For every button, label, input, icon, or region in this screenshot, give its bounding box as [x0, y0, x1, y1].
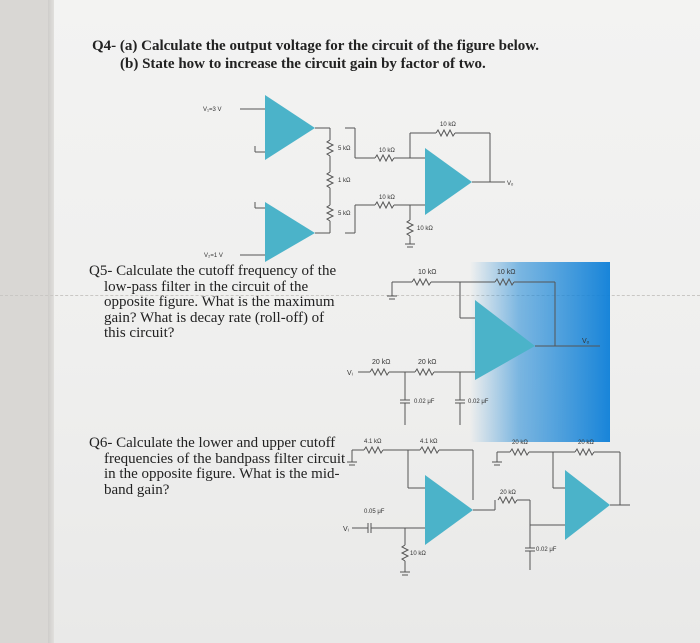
- label-q5-rground: 10 kΩ: [418, 269, 437, 276]
- label-1k: 1 kΩ: [338, 178, 351, 184]
- label-q5-vo: Vₒ: [582, 338, 590, 345]
- q4-part-a: Q4- (a) Calculate the output voltage for the circuit of the figure below.: [92, 38, 540, 54]
- q6-circuit: [347, 447, 630, 575]
- label-10k-feedback: 10 kΩ: [440, 122, 456, 128]
- label-v2: V₂=1 V: [204, 253, 223, 259]
- label-20k-c: 20 kΩ: [500, 490, 516, 496]
- label-q5-c2: 0.02 μF: [468, 399, 489, 405]
- resistor-r2-20k: [415, 369, 434, 375]
- opamp-3: [425, 148, 472, 215]
- resistor-5k-bottom: [327, 205, 333, 221]
- resistor-4k1-a: [364, 447, 383, 453]
- resistor-20k-b: [575, 449, 594, 455]
- q5-line: low-pass filter in the circuit of the: [104, 278, 309, 295]
- label-c002: 0.02 μF: [536, 547, 557, 553]
- q5-line: gain? What is decay rate (roll-off) of: [104, 309, 325, 326]
- label-4k1-a: 4.1 kΩ: [364, 439, 382, 445]
- q5-line: Q5- Calculate the cutoff frequency of the: [89, 263, 337, 279]
- resistor-10k-b: [375, 202, 394, 208]
- label-20k-b: 20 kΩ: [578, 440, 594, 446]
- label-q5-c1: 0.02 μF: [414, 399, 435, 405]
- q6-line: in the opposite figure. What is the mid-: [104, 466, 340, 482]
- opamp-2: [265, 202, 315, 262]
- label-q6-vi: Vᵢ: [343, 526, 349, 533]
- label-c005: 0.05 μF: [364, 509, 385, 515]
- label-10k-a: 10 kΩ: [379, 148, 395, 154]
- resistor-ground-10k: [412, 279, 431, 285]
- q6-line: band gain?: [104, 481, 170, 498]
- q4-circuit: [240, 95, 505, 262]
- resistor-r1-20k: [370, 369, 389, 375]
- label-10k-q6: 10 kΩ: [410, 551, 426, 557]
- q6-line: Q6- Calculate the lower and upper cutoff: [89, 435, 336, 451]
- label-10k-ground: 10 kΩ: [417, 226, 433, 232]
- label-q5-r2: 20 kΩ: [418, 359, 437, 366]
- opamp-q6-lowpass: [565, 470, 610, 540]
- resistor-4k1-b: [420, 447, 439, 453]
- opamp-1: [265, 95, 315, 160]
- resistor-10k-feedback: [436, 130, 455, 136]
- label-10k-b: 10 kΩ: [379, 195, 395, 201]
- label-q5-rfeedback: 10 kΩ: [497, 269, 516, 276]
- resistor-10k-q6: [402, 545, 408, 561]
- q5-line: this circuit?: [104, 325, 175, 341]
- label-5k-bottom: 5 kΩ: [338, 211, 351, 217]
- resistor-1k: [327, 172, 333, 188]
- q4-part-b: (b) State how to increase the circuit gain by factor of two.: [120, 56, 486, 72]
- label-4k1-b: 4.1 kΩ: [420, 439, 438, 445]
- resistor-20k-a: [510, 449, 529, 455]
- label-q5-vi: Vᵢ: [347, 370, 353, 377]
- label-q5-r1: 20 kΩ: [372, 359, 391, 366]
- label-20k-a: 20 kΩ: [512, 440, 528, 446]
- resistor-20k-c: [498, 497, 517, 503]
- q6-line: frequencies of the bandpass filter circuit: [104, 450, 346, 467]
- label-v1: V₁=3 V: [203, 107, 222, 113]
- resistor-10k-ground: [407, 220, 413, 236]
- label-vo: Vₒ: [507, 181, 514, 187]
- opamp-q6-highpass: [425, 475, 473, 545]
- resistor-10k-a: [375, 155, 394, 161]
- label-5k-top: 5 kΩ: [338, 146, 351, 152]
- resistor-5k-top: [327, 140, 333, 156]
- q5-line: opposite figure. What is the maximum: [104, 294, 335, 310]
